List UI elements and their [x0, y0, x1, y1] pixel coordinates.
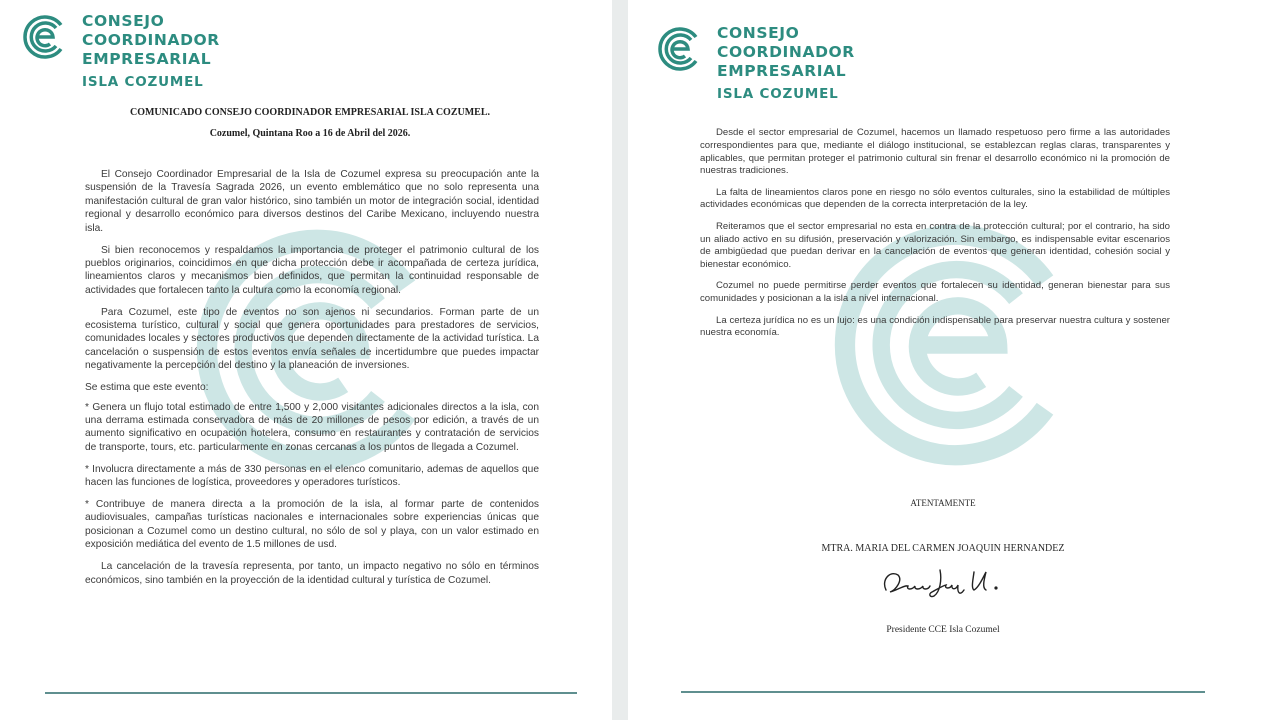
logo-line-2: COORDINADOR: [82, 31, 220, 49]
paragraph: Reiteramos que el sector empresarial no esta en contra de la protección cultural; por el contrario, ha sido un aliado activo en su difusión, preservación y valorización. Sin embargo, es indispensable evitar escenarios de ambigüedad que puedan derivar en la cancelación de eventos que generan identidad, cohesión social y bienestar económico.: [700, 220, 1170, 271]
logo-line-3: EMPRESARIAL: [82, 50, 212, 68]
logo-text: [82, 12, 220, 91]
paragraph: Si bien reconocemos y respaldamos la importancia de proteger el patrimonio cultural de los pueblos originarios, coincidimos en que dicha protección debe ir acompañada de certeza jurídica, lineamientos claros y mecanismos bien definidos, que permitan la continuidad responsable de actividades que fortalecen tanto la cultura como la economía regional.: [85, 244, 539, 296]
document-title: COMUNICADO CONSEJO COORDINADOR EMPRESARIAL ISLA COZUMEL.: [129, 107, 491, 118]
logo-line-1: CONSEJO: [717, 24, 800, 42]
cce-logo-icon: [20, 12, 70, 62]
logo-text: [717, 24, 855, 103]
signer-name: MTRA. MARIA DEL CARMEN JOAQUIN HERNANDEZ: [821, 543, 1065, 554]
logo-line-2: COORDINADOR: [717, 43, 855, 61]
paragraph: Se estima que este evento:: [85, 382, 209, 394]
logo: [20, 12, 220, 91]
paragraph: La certeza jurídica no es un lujo: es una condición indispensable para preservar nuestra cultura y sostener nuestra economía.: [700, 314, 1170, 339]
paragraph: La falta de lineamientos claros pone en riesgo no sólo eventos culturales, sino la estabilidad de múltiples actividades económicas que dependen de la correcta interpretación de la ley.: [700, 186, 1170, 211]
handwritten-signature: [878, 560, 1008, 605]
cce-logo-icon: [655, 24, 705, 74]
footer-rule: [681, 691, 1205, 693]
paragraph: Cozumel no puede permitirse perder eventos que fortalecen su identidad, generan bienestar para sus comunidades y posicionan a la isla a nivel internacional.: [700, 280, 1170, 305]
document-page-1: [0, 0, 612, 720]
signer-title: Presidente CCE Isla Cozumel: [886, 625, 1000, 635]
bullet-paragraph: * Involucra directamente a más de 330 personas en el elenco comunitario, ademas de aquellos que hacen las funciones de logística, proveedores y operadores turísticos.: [85, 463, 539, 489]
document-page-2: [628, 0, 1280, 720]
page-1-body: [85, 168, 539, 595]
logo-line-4: ISLA COZUMEL: [717, 86, 839, 102]
footer-rule: [45, 692, 577, 694]
logo-line-4: ISLA COZUMEL: [82, 74, 204, 90]
bullet-paragraph: * Genera un flujo total estimado de entre 1,500 y 2,000 visitantes adicionales directos a la isla, con una derrama estimada conservadora de más de 20 millones de pesos por edición, a través de un aumento significativo en ocupación hotelera, consumo en restaurantes y contratación de servicios de transporte, tours, etc. particularmente en zonas cercanas a los puntos de llegada a Cozumel.: [85, 401, 539, 453]
logo-line-3: EMPRESARIAL: [717, 62, 847, 80]
logo: [655, 24, 855, 103]
paragraph: El Consejo Coordinador Empresarial de la Isla de Cozumel expresa su preocupación ante la suspensión de la Travesía Sagrada 2026, un evento emblemático que no solo representa una manifestación cultural de gran valor histórico, sino también un motor de integración social, identidad regional y desarrollo económico para diversos destinos del Caribe Mexicano, incluyendo nuestra isla.: [85, 169, 539, 234]
closing: ATENTAMENTE: [910, 498, 976, 508]
dateline: Cozumel, Quintana Roo a 16 de Abril del 2026.: [209, 128, 411, 139]
paragraph: Para Cozumel, este tipo de eventos no son ajenos ni secundarios. Forman parte de un ecosistema turístico, cultural y social que genera oportunidades para prestadores de servicios, comunidades locales y sectores productivos que dependen directamente de la actividad turística. La cancelación o suspensión de estos eventos envía señales de incertidumbre que puedes impactar negativamente la percepción del destino y la planeación de inversiones.: [85, 306, 539, 372]
paragraph: La cancelación de la travesía representa, por tanto, un impacto negativo no sólo en términos económicos, sino también en la proyección de la identidad cultural y turística de Cozumel.: [85, 561, 539, 586]
page-2-body: [700, 127, 1170, 349]
logo-line-1: CONSEJO: [82, 12, 165, 30]
paragraph: Desde el sector empresarial de Cozumel, hacemos un llamado respetuoso pero firme a las autoridades correspondientes para que, mediante el diálogo institucional, se establezcan reglas claras, transparentes y aplicables, que permitan proteger el patrimonio cultural sin frenar el desarrollo económico ni la promoción de nuestras tradiciones.: [700, 127, 1170, 177]
bullet-paragraph: * Contribuye de manera directa a la promoción de la isla, al formar parte de contenidos audiovisuales, campañas turísticas nacionales e internacionales sobre experiencias únicas que posicionan a Cozumel como un destino cultural, no sólo de sol y playa, con un valor estimado en exposición mediática del evento de 1.5 millones de usd.: [85, 499, 539, 551]
